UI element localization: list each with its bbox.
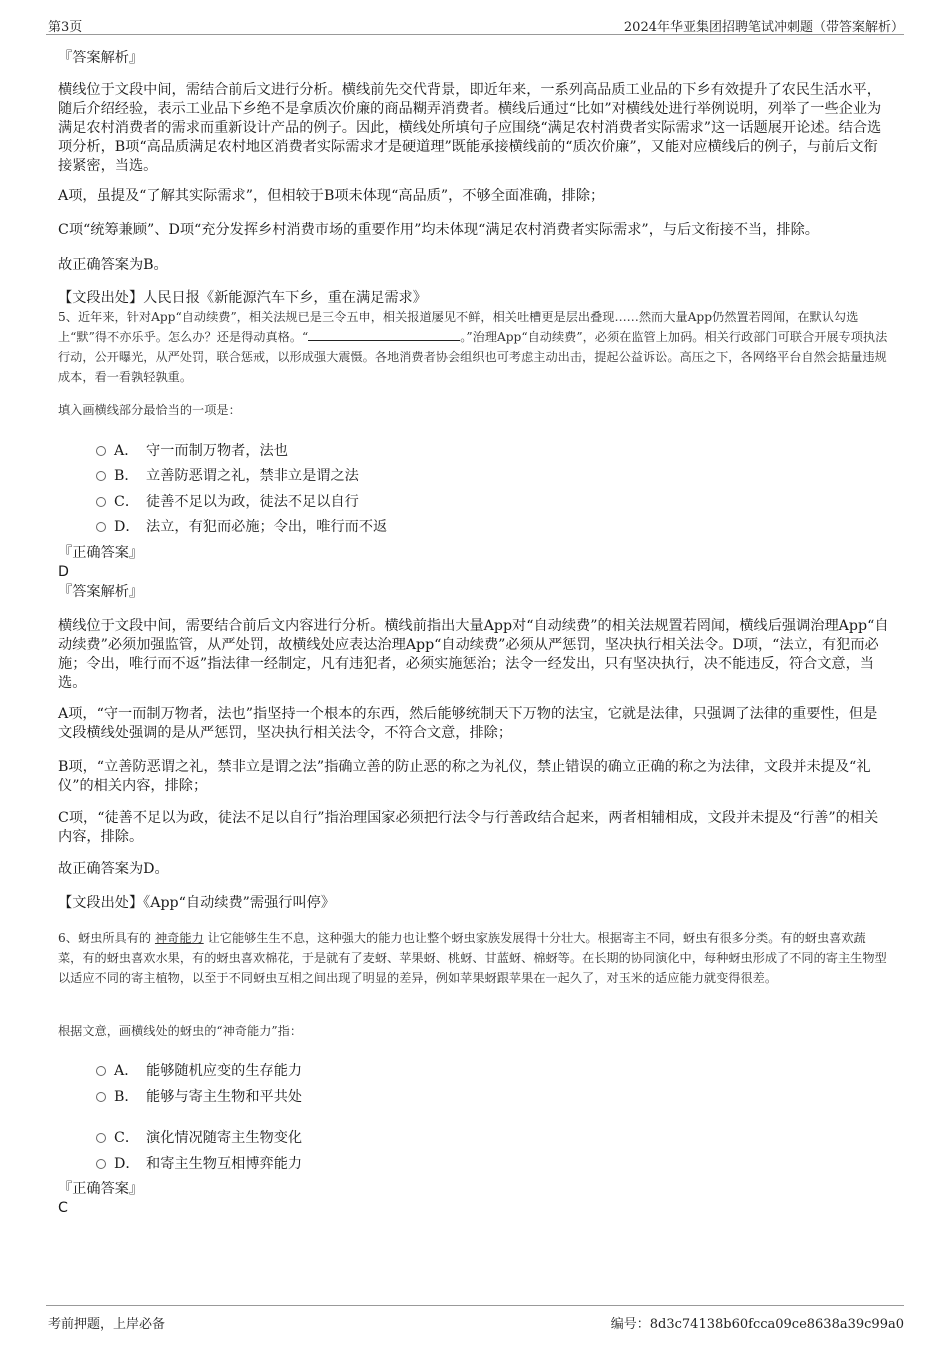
q4-source: 【文段出处】人民日报《新能源汽车下乡，重在满足需求》 [58, 290, 427, 306]
radio-icon[interactable] [96, 471, 106, 481]
radio-icon[interactable] [96, 1066, 106, 1076]
q5-answer-tag: 『正确答案』 [58, 545, 144, 561]
page-footer [46, 1305, 904, 1332]
q5-analysis-p4: C项，“徒善不足以为政，徒法不足以自行”指治理国家必须把行法令与行善政结合起来，两者相辅相成，文段并未提及“行善”的相关内容，排除。 [58, 810, 879, 845]
q5-analysis-p3: B项，“立善防恶谓之礼，禁非立是谓之法”指确立善的防止恶的称之为礼仪，禁止错误的确立正确的称之为法律，文段并未提及“礼仪”的相关内容，排除； [58, 759, 871, 794]
q5-analysis-p2: A项，“守一而制万物者，法也”指坚持一个根本的东西，然后能够统制天下万物的法宝，它就是法律，只强调了法律的重要性，但是文段横线处强调的是从严惩罚，坚决执行相关法令，不符合文意，排除； [58, 706, 878, 741]
q4-analysis-p1: 横线位于文段中间，需结合前后文进行分析。横线前先交代背景，即近年来，一系列高品质工业品的下乡有效提升了农民生活水平，随后介绍经验，表示工业品下乡绝不是拿质次价廉的商品糊弄消费者。横线后通过“比如”对横线处进行举例说明，列举了一些企业为满足农村消费者的需求而重新设计产品的例子。因此，横线处所填句子应围绕“满足农村消费者实际需求”这一话题展开论述。结合选项分析，B项“高品质满足农村地区消费者实际需求才是硬道理”既能承接横线前的“质次价廉”，又能对应横线后的例子，与前后文衔接紧密，当选。 [58, 82, 882, 174]
q5-analysis-tag: 『答案解析』 [58, 584, 144, 600]
q6-answer-tag: 『正确答案』 [58, 1181, 144, 1197]
page-header [46, 12, 904, 35]
radio-icon[interactable] [96, 1133, 106, 1143]
footer-slogan: 考前押题，上岸必备 [48, 1317, 166, 1332]
q5-source: 【文段出处】《App“自动续费”需强行叫停》 [58, 895, 336, 911]
q5-blank [308, 328, 460, 341]
q6-underlined-phrase: 神奇能力 [154, 931, 204, 945]
radio-icon[interactable] [96, 1092, 106, 1102]
q4-analysis-tag: 『答案解析』 [58, 50, 144, 66]
q4-analysis-p4: 故正确答案为B。 [58, 257, 168, 273]
q5-analysis-p1: 横线位于文段中间，需要结合前后文内容进行分析。横线前指出大量App对“自动续费”的相关法规置若罔闻，横线后强调治理App“自动续费”必须加强监管，从严处罚，故横线处应表达治理App“自动续费”必须从严惩罚，坚决执行相关法令。D项，“法立，有犯而必施；令出，唯行而不返”指法律一经制定，凡有违犯者，必须实施惩治；法令一经发出，只有坚决执行，决不能违反，符合文意，当选。 [58, 618, 889, 691]
q5-answer: D [58, 564, 69, 580]
radio-icon[interactable] [96, 522, 106, 532]
page-number: 第3页 [48, 20, 83, 35]
q4-analysis-p2: A项，虽提及“了解其实际需求”，但相较于B项未体现“高品质”，不够全面准确，排除； [58, 188, 605, 204]
radio-icon[interactable] [96, 497, 106, 507]
radio-icon[interactable] [96, 446, 106, 456]
q6-stem-part1: 6、蚜虫所具有的 [58, 931, 152, 945]
q5-prompt: 填入画横线部分最恰当的一项是： [58, 403, 241, 417]
document-title: 2024年华亚集团招聘笔试冲刺题（带答案解析） [623, 20, 904, 35]
radio-icon[interactable] [96, 1159, 106, 1169]
q6-stem-part2: 让它能够生生不息，这种强大的能力也让整个蚜虫家族发展得十分壮大。根据寄主不同，蚜虫有很多分类。有的蚜虫喜欢蔬菜，有的蚜虫喜欢水果，有的蚜虫喜欢棉花，于是就有了麦蚜、苹果蚜、桃蚜、甘蓝蚜、棉蚜等。在长期的协同演化中，每种蚜虫形成了不同的寄主生物型以适应不同的寄主植物，以至于不同蚜虫互相之间出现了明显的差异，例如苹果蚜跟苹果在一起久了，对玉米的适应能力就变得很差。 [58, 931, 887, 985]
q5-analysis-p5: 故正确答案为D。 [58, 861, 169, 877]
q5-stem-part2: 。”治理App“自动续费”，必须在监管上加码。相关行政部门可联合开展专项执法行动，公开曝光，从严处罚，联合惩戒，以形成强大震慑。各地消费者协会组织也可考虑主动出击，提起公益诉讼。高压之下，各网络平台自然会掂量违规成本，看一看孰轻孰重。 [58, 330, 888, 384]
footer-code: 编号：8d3c74138b60fcca09ce8638a39c99a0 [610, 1317, 904, 1332]
q6-answer: C [58, 1200, 68, 1216]
q5-stem [58, 307, 890, 387]
q4-analysis-p3: C项“统筹兼顾”、D项“充分发挥乡村消费市场的重要作用”均未体现“满足农村消费者实际需求”，与后文衔接不当，排除。 [58, 222, 819, 238]
q6-prompt: 根据文意，画横线处的蚜虫的“神奇能力”指： [58, 1024, 303, 1038]
q6-stem [58, 928, 890, 988]
q5-stem-part1: 5、近年来，针对App“自动续费”，相关法规已是三令五申，相关报道屡见不鲜，相关吐槽更是层出叠现……然而大量App仍然置若罔闻，在默认勾选上“默”得不亦乐乎。怎么办？还是得动真格。“ [58, 310, 859, 344]
